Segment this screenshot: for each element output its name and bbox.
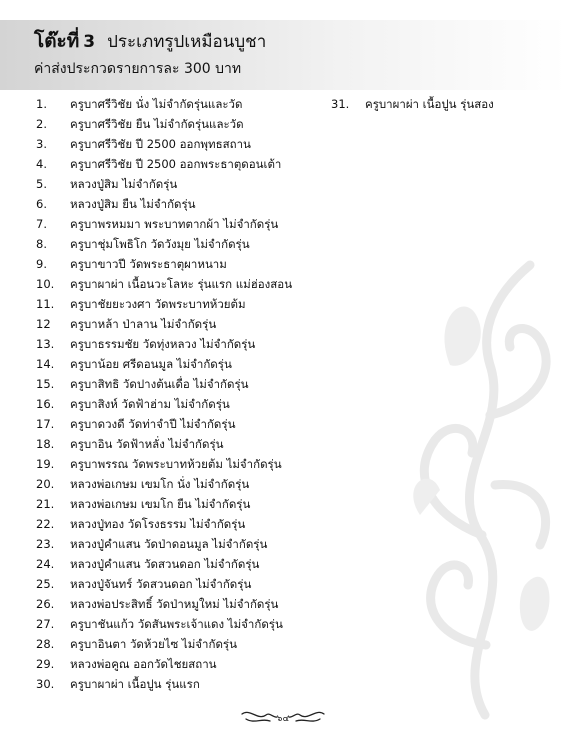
item-number: 25. <box>36 577 55 591</box>
item-number: 4. <box>36 157 47 171</box>
list-item <box>36 154 292 174</box>
item-number: 24. <box>36 557 55 571</box>
list-item <box>36 214 292 234</box>
item-text: ครูบาสิงห์ วัดฟ้าฮ่าม ไม่จำกัดรุ่น <box>70 397 230 411</box>
list-item <box>36 614 292 634</box>
list-item <box>36 294 292 314</box>
item-text: หลวงพ่อเกษม เขมโก ยืน ไม่จำกัดรุ่น <box>70 497 251 511</box>
list-item <box>36 114 292 134</box>
item-text: ครูบาชันแก้ว วัดสันพระเจ้าแดง ไม่จำกัดรุ่น <box>70 617 283 631</box>
item-text: ครูบาธรรมชัย วัดทุ่งหลวง ไม่จำกัดรุ่น <box>70 337 256 351</box>
item-number: 6. <box>36 197 47 211</box>
item-number: 3. <box>36 137 47 151</box>
list-item <box>36 234 292 254</box>
item-text: ครูบาพรรณ วัดพระบาทห้วยต้ม ไม่จำกัดรุ่น <box>70 457 282 471</box>
list-item <box>36 94 292 114</box>
item-text: ครูบาศรีวิชัย ยืน ไม่จำกัดรุ่นและวัด <box>70 117 244 131</box>
list-item <box>36 394 292 414</box>
list-item <box>36 414 292 434</box>
item-number: 12 <box>36 317 51 331</box>
list-item <box>36 554 292 574</box>
item-number: 21. <box>36 497 55 511</box>
item-text: หลวงพ่อประสิทธิ์ วัดป่าหมูใหม่ ไม่จำกัดรุ่น <box>70 597 279 611</box>
list-item <box>36 654 292 674</box>
list-item <box>36 454 292 474</box>
item-text: หลวงปู่ทอง วัดโรงธรรม ไม่จำกัดรุ่น <box>70 517 246 531</box>
list-item <box>36 634 292 654</box>
list-item <box>36 314 292 334</box>
item-number: 28. <box>36 637 55 651</box>
item-text: ครูบาศรีวิชัย ปี 2500 ออกพุทธสถาน <box>70 137 251 151</box>
entry-list-right <box>331 94 494 114</box>
item-number: 15. <box>36 377 55 391</box>
item-number: 10. <box>36 277 55 291</box>
list-item <box>36 494 292 514</box>
item-text: ครูบาดวงดี วัดท่าจำปี ไม่จำกัดรุ่น <box>70 417 236 431</box>
list-item <box>36 194 292 214</box>
list-item <box>331 94 494 114</box>
item-text: ครูบาผาผ่า เนื้อปูน รุ่นแรก <box>70 677 200 691</box>
entry-list-left <box>36 94 292 694</box>
item-number: 16. <box>36 397 55 411</box>
item-text: ครูบาอินตา วัดห้วยไซ ไม่จำกัดรุ่น <box>70 637 237 651</box>
item-text: หลวงปู่คำแสน วัดป่าดอนมูล ไม่จำกัดรุ่น <box>70 537 268 551</box>
item-number: 1. <box>36 97 47 111</box>
list-item <box>36 174 292 194</box>
list-item <box>36 354 292 374</box>
list-item <box>36 374 292 394</box>
item-text: ครูบาชัยยะวงศา วัดพระบาทห้วยต้ม <box>70 297 246 311</box>
list-item <box>36 254 292 274</box>
item-text: หลวงปู่สิม ไม่จำกัดรุ่น <box>70 177 178 191</box>
item-number: 22. <box>36 517 55 531</box>
item-text: ครูบาศรีวิชัย ปี 2500 ออกพระธาตุดอนเต้า <box>70 157 282 171</box>
item-number: 7. <box>36 217 47 231</box>
item-number: 26. <box>36 597 55 611</box>
item-number: 14. <box>36 357 55 371</box>
item-text: ครูบาสิทธิ วัดปางต้นเดื่อ ไม่จำกัดรุ่น <box>70 377 249 391</box>
item-number: 31. <box>331 97 350 111</box>
item-text: ครูบาหล้า ป่าลาน ไม่จำกัดรุ่น <box>70 317 217 331</box>
item-text: ครูบาน้อย ศรีดอนมูล ไม่จำกัดรุ่น <box>70 357 232 371</box>
item-text: ครูบาขาวปี วัดพระธาตุผาหนาม <box>70 257 227 271</box>
item-text: หลวงปู่สิม ยืน ไม่จำกัดรุ่น <box>70 197 196 211</box>
floral-watermark <box>390 255 560 725</box>
list-item <box>36 474 292 494</box>
list-item <box>36 574 292 594</box>
category-title: ประเภทรูปเหมือนบูชา <box>107 32 267 52</box>
list-item <box>36 334 292 354</box>
list-item <box>36 674 292 694</box>
list-item <box>36 514 292 534</box>
item-text: ครูบาอิน วัดฟ้าหลั่ง ไม่จำกัดรุ่น <box>70 437 224 451</box>
list-item <box>36 594 292 614</box>
item-number: 5. <box>36 177 47 191</box>
item-number: 23. <box>36 537 55 551</box>
list-item <box>36 134 292 154</box>
item-text: ครูบาศรีวิชัย นั่ง ไม่จำกัดรุ่นและวัด <box>70 97 243 111</box>
item-text: หลวงปู่จันทร์ วัดสวนดอก ไม่จำกัดรุ่น <box>70 577 252 591</box>
table-number: 3 <box>83 32 96 52</box>
item-text: หลวงพ่อคูณ ออกวัดไชยสถาน <box>70 657 217 671</box>
item-number: 17. <box>36 417 55 431</box>
entry-fee-subtitle: ค่าส่งประกวดรายการละ 300 บาท <box>34 61 242 77</box>
item-text: ครูบาชุ่มโพธิโก วัดวังมุย ไม่จำกัดรุ่น <box>70 237 250 251</box>
footer-ornament <box>240 705 326 729</box>
item-number: 2. <box>36 117 47 131</box>
item-number: 27. <box>36 617 55 631</box>
table-label: โต๊ะที่ <box>34 30 80 52</box>
item-number: 29. <box>36 657 55 671</box>
item-number: 19. <box>36 457 55 471</box>
item-number: 30. <box>36 677 55 691</box>
item-number: 9. <box>36 257 47 271</box>
item-text: ครูบาผาผ่า เนื้อปูน รุ่นสอง <box>365 97 494 111</box>
item-text: ครูบาผาผ่า เนื้อนวะโลหะ รุ่นแรก แม่ฮ่องสอน <box>70 277 293 291</box>
item-number: 8. <box>36 237 47 251</box>
item-number: 20. <box>36 477 55 491</box>
item-text: ครูบาพรหมมา พระบาทตากผ้า ไม่จำกัดรุ่น <box>70 217 279 231</box>
item-text: หลวงปู่คำแสน วัดสวนดอก ไม่จำกัดรุ่น <box>70 557 260 571</box>
item-number: 13. <box>36 337 55 351</box>
item-number: 18. <box>36 437 55 451</box>
list-item <box>36 274 292 294</box>
page-title <box>34 30 266 53</box>
item-number: 11. <box>36 297 55 311</box>
page-number: ๖๔ <box>276 714 290 724</box>
item-text: หลวงพ่อเกษม เขมโก นั่ง ไม่จำกัดรุ่น <box>70 477 250 491</box>
list-item <box>36 434 292 454</box>
list-item <box>36 534 292 554</box>
